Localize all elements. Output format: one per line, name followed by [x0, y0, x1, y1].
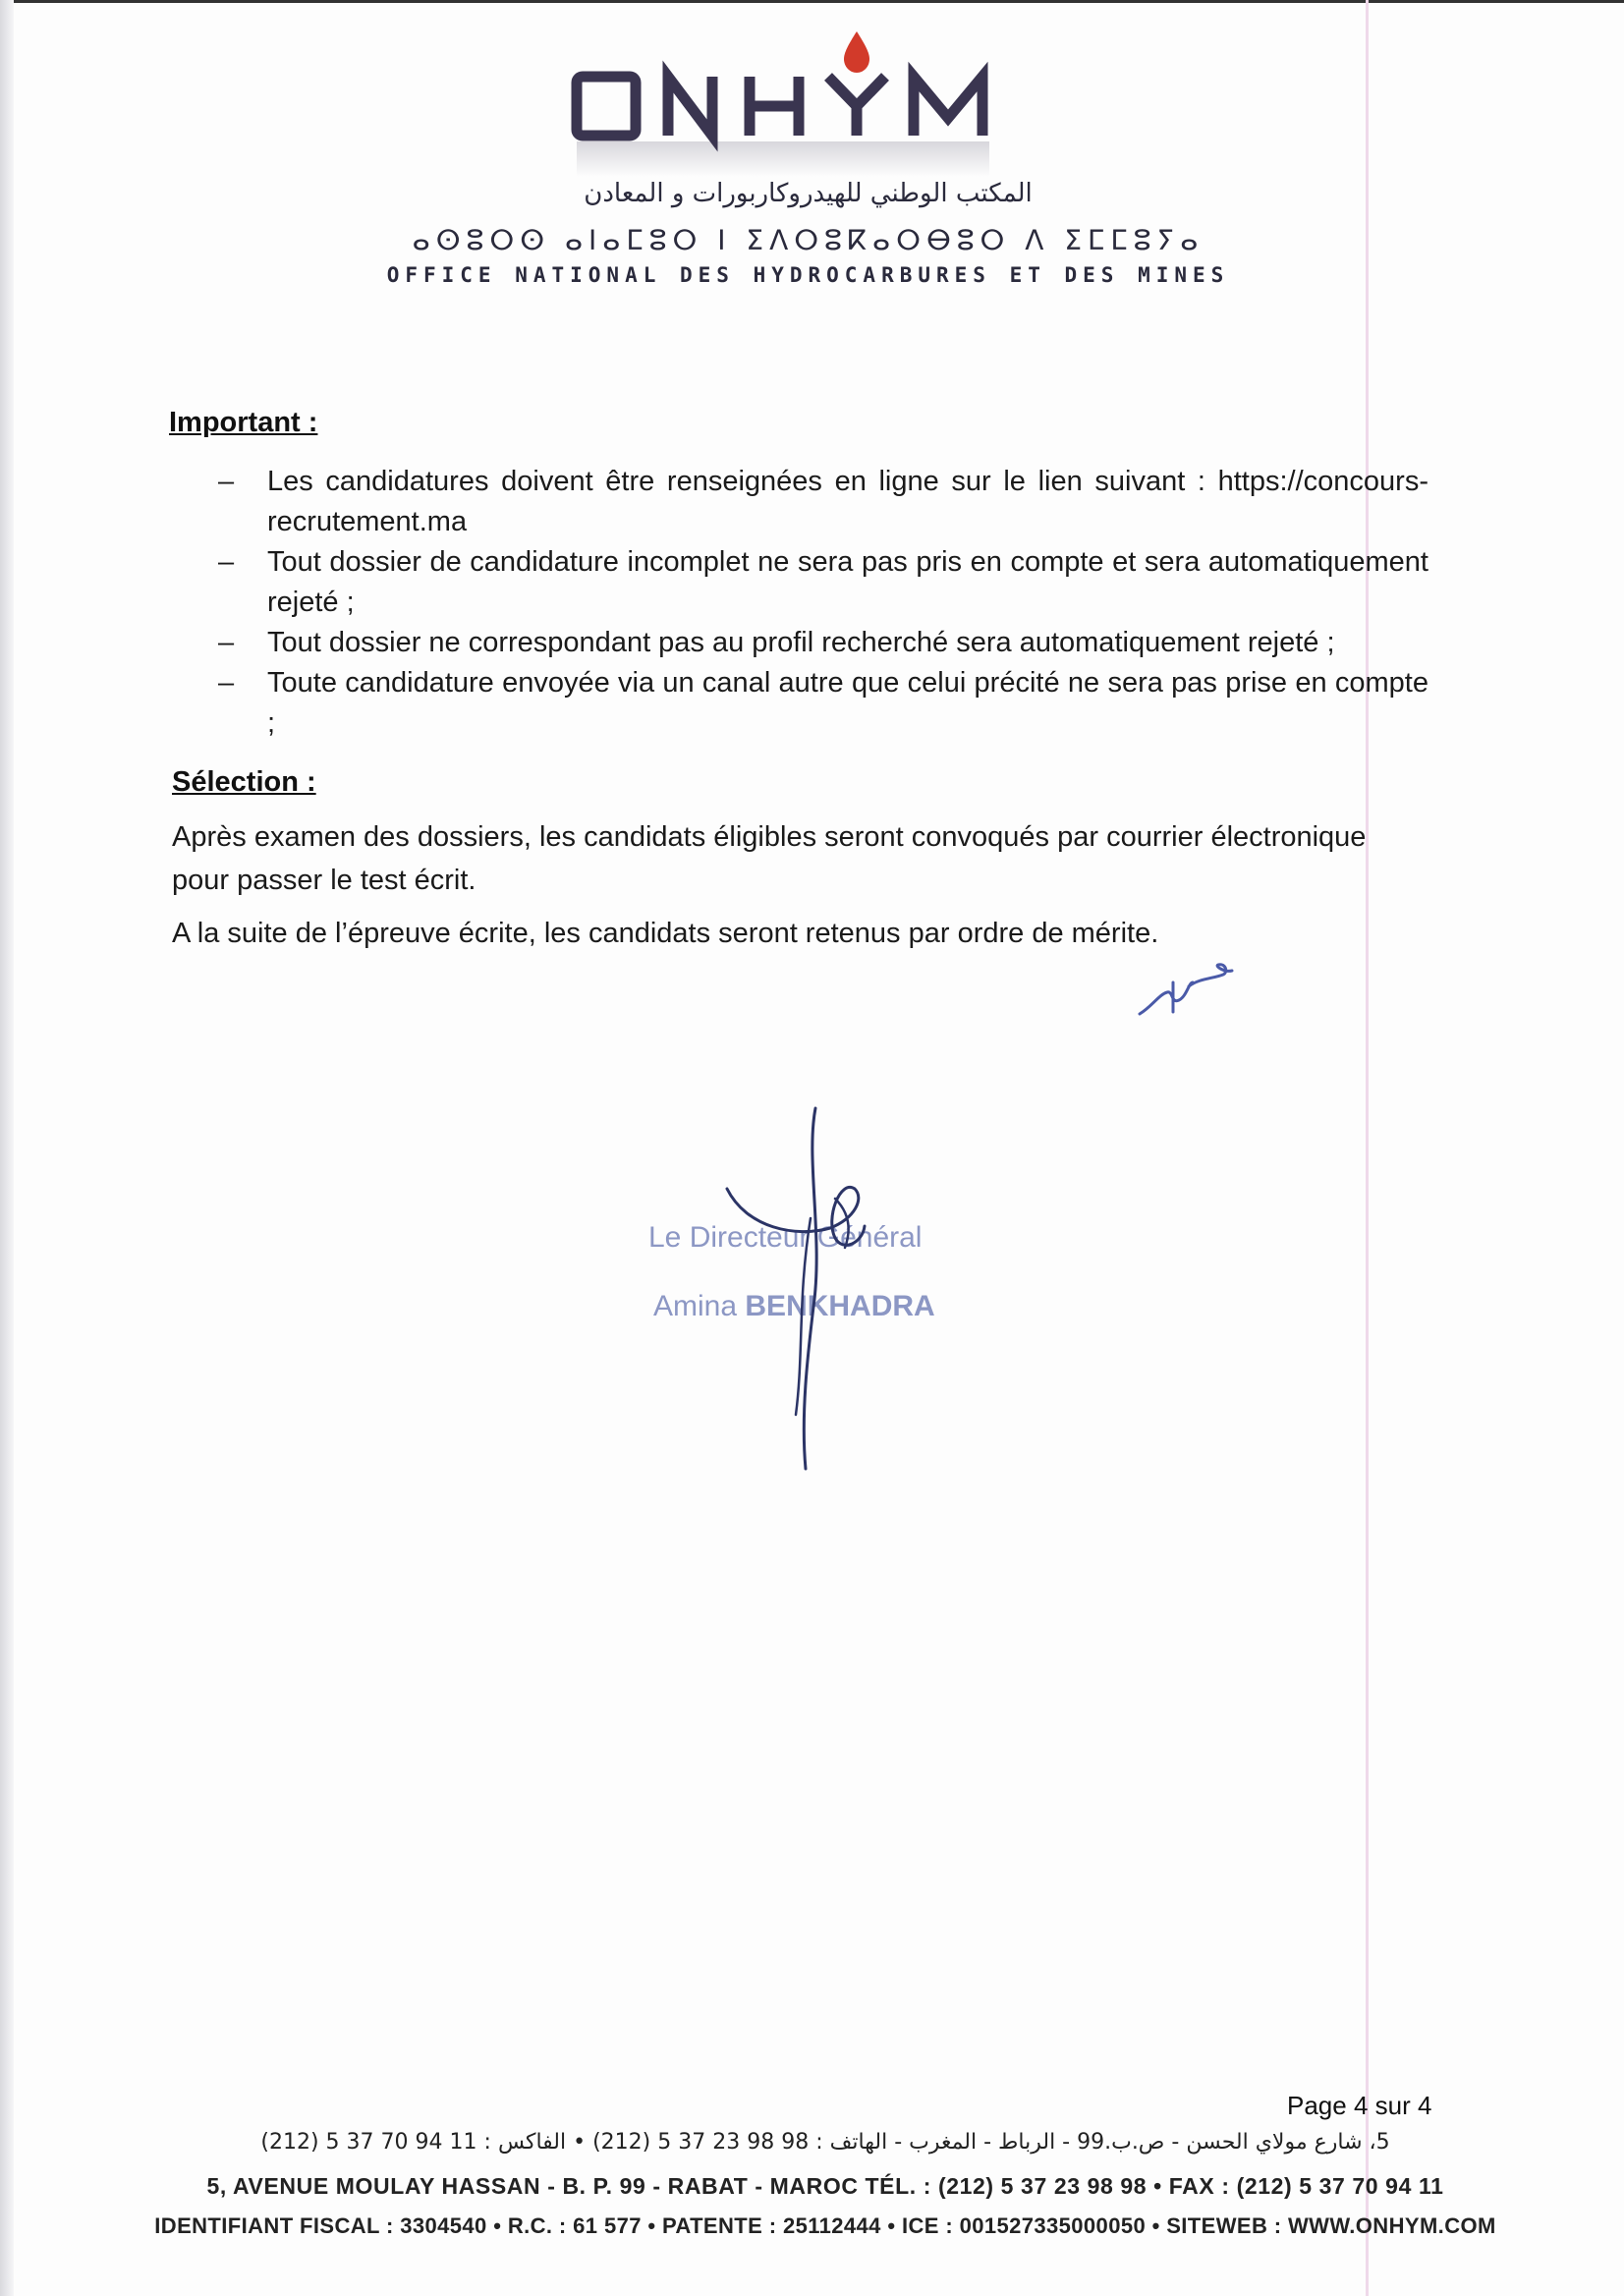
logo-letter-h — [750, 77, 799, 136]
signatory-first-name: Amina — [653, 1290, 738, 1322]
selection-paragraph-2: A la suite de l’épreuve écrite, les candidats seront retenus par ordre de mérite. — [172, 918, 1159, 949]
list-item-text: Tout dossier de candidature incomplet ne sera pas pris en compte et sera automatiquement rejeté ; — [267, 546, 1428, 618]
handwritten-signature — [707, 1100, 924, 1474]
list-item-text: Toute candidature envoyée via un canal autre que celui précité ne sera pas prise en compte ; — [267, 667, 1428, 739]
list-item — [218, 663, 1428, 744]
list-item — [218, 542, 1428, 623]
scan-top-edge — [0, 0, 1624, 3]
list-bullet: – — [218, 546, 235, 578]
handwritten-initials — [1130, 953, 1238, 1022]
logo-letter-y — [828, 77, 885, 136]
list-bullet: – — [218, 466, 235, 497]
logo-flame-icon — [844, 31, 869, 73]
onhym-logo — [565, 28, 1056, 185]
important-list — [218, 462, 1428, 744]
org-name-tifinagh: ⴰⵙⵓⵔⵙ ⴰⵏⴰⵎⵓⵔ ⵏ ⵉⴷⵔⵓⴽⴰⵔⴱⵓⵔ ⴷ ⵉⵎⵎⵓⵢⴰ — [412, 224, 1204, 256]
onhym-logo-graphic — [565, 28, 1056, 185]
footer-identifiers: IDENTIFIANT FISCAL : 3304540 • R.C. : 61 577 • PATENTE : 25112444 • ICE : 001527335000050 • SITEWEB : WWW.ONHYM.COM — [154, 2213, 1496, 2238]
page-number: Page 4 sur 4 — [1287, 2091, 1432, 2120]
selection-heading: Sélection : — [172, 766, 316, 798]
org-name-french: OFFICE NATIONAL DES HYDROCARBURES ET DES MINES — [386, 263, 1230, 287]
selection-paragraph-1: Après examen des dossiers, les candidats éligibles seront convoqués par courrier électronique pour passer le test écrit. — [172, 821, 1367, 896]
signatory-title: Le Directeur Général — [648, 1221, 923, 1254]
list-item — [218, 623, 1428, 663]
footer-address-french: 5, AVENUE MOULAY HASSAN - B. P. 99 - RABAT - MAROC TÉL. : (212) 5 37 23 98 98 • FAX : (212) 5 37 70 94 11 — [206, 2173, 1444, 2199]
list-bullet: – — [218, 627, 235, 658]
logo-letter-m — [914, 77, 982, 136]
scan-fold-line — [1366, 0, 1369, 2296]
list-item — [218, 462, 1428, 542]
logo-letter-n — [668, 77, 712, 136]
org-name-arabic: المكتب الوطني للهيدروكاربورات و المعادن — [584, 179, 1033, 208]
logo-letter-o — [577, 77, 636, 136]
list-item-text: Les candidatures doivent être renseignées en ligne sur le lien suivant : https://concours-recrutement.ma — [267, 466, 1428, 537]
important-heading: Important : — [169, 407, 318, 438]
footer-address-arabic: 5، شارع مولاي الحسن - ص.ب.99 - الرباط - المغرب - الهاتف : 98 98 23 37 5 (212) • الفاكس : 11 94 70 37 5 (212) — [260, 2130, 1390, 2155]
signatory-last-name: BENKHADRA — [745, 1290, 935, 1322]
list-bullet: – — [218, 667, 235, 699]
scan-left-edge — [0, 0, 14, 2296]
list-item-text: Tout dossier ne correspondant pas au profil recherché sera automatiquement rejeté ; — [267, 627, 1335, 658]
